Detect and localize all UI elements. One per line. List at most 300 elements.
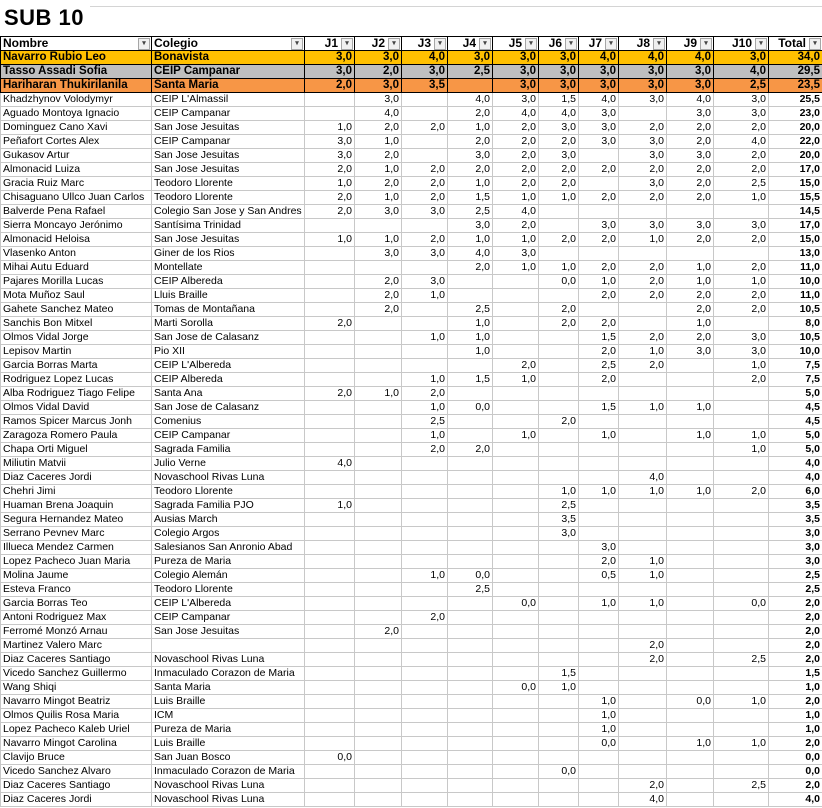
score-cell[interactable] <box>667 569 714 583</box>
score-cell[interactable] <box>667 471 714 485</box>
score-cell[interactable] <box>714 415 769 429</box>
score-cell[interactable] <box>667 793 714 807</box>
school-cell[interactable]: CEIP Albereda <box>152 275 305 289</box>
score-cell[interactable] <box>619 387 667 401</box>
score-cell[interactable]: 3,0 <box>667 149 714 163</box>
score-cell[interactable]: 4,0 <box>448 93 493 107</box>
score-cell[interactable] <box>579 765 619 779</box>
score-cell[interactable]: 2,0 <box>714 261 769 275</box>
score-cell[interactable] <box>402 625 448 639</box>
score-cell[interactable]: 3,0 <box>539 527 579 541</box>
score-cell[interactable]: 2,0 <box>402 163 448 177</box>
score-cell[interactable]: 2,0 <box>402 611 448 625</box>
score-cell[interactable] <box>539 723 579 737</box>
score-cell[interactable]: 2,0 <box>714 303 769 317</box>
player-name-cell[interactable]: Rodriguez Lopez Lucas <box>1 373 152 387</box>
score-cell[interactable]: 1,0 <box>355 135 402 149</box>
score-cell[interactable]: 2,5 <box>714 79 769 93</box>
total-cell[interactable]: 2,5 <box>769 569 822 583</box>
score-cell[interactable]: 3,0 <box>402 205 448 219</box>
score-cell[interactable] <box>448 639 493 653</box>
score-cell[interactable] <box>714 205 769 219</box>
score-cell[interactable]: 2,0 <box>619 261 667 275</box>
score-cell[interactable]: 1,5 <box>448 191 493 205</box>
score-cell[interactable]: 0,0 <box>667 695 714 709</box>
score-cell[interactable] <box>448 625 493 639</box>
score-cell[interactable] <box>305 527 355 541</box>
score-cell[interactable] <box>305 695 355 709</box>
score-cell[interactable] <box>619 527 667 541</box>
school-cell[interactable]: San Jose de Calasanz <box>152 401 305 415</box>
score-cell[interactable] <box>448 471 493 485</box>
score-cell[interactable]: 3,0 <box>667 219 714 233</box>
player-name-cell[interactable]: Gracia Ruiz Marc <box>1 177 152 191</box>
player-name-cell[interactable]: Almonacid Heloisa <box>1 233 152 247</box>
score-cell[interactable] <box>539 779 579 793</box>
score-cell[interactable] <box>539 625 579 639</box>
score-cell[interactable]: 4,0 <box>714 65 769 79</box>
score-cell[interactable] <box>402 317 448 331</box>
score-cell[interactable] <box>579 303 619 317</box>
score-cell[interactable] <box>579 513 619 527</box>
score-cell[interactable] <box>539 289 579 303</box>
score-cell[interactable] <box>448 499 493 513</box>
score-cell[interactable]: 3,0 <box>619 79 667 93</box>
score-cell[interactable]: 1,0 <box>579 275 619 289</box>
total-cell[interactable]: 14,5 <box>769 205 822 219</box>
score-cell[interactable]: 3,0 <box>355 247 402 261</box>
player-name-cell[interactable]: Vicedo Sanchez Guillermo <box>1 667 152 681</box>
score-cell[interactable] <box>667 625 714 639</box>
score-cell[interactable] <box>493 457 539 471</box>
school-cell[interactable]: Salesianos San Anronio Abad <box>152 541 305 555</box>
score-cell[interactable] <box>355 611 402 625</box>
player-name-cell[interactable]: Gahete Sanchez Mateo <box>1 303 152 317</box>
score-cell[interactable]: 3,0 <box>355 93 402 107</box>
score-cell[interactable] <box>667 723 714 737</box>
score-cell[interactable] <box>714 723 769 737</box>
score-cell[interactable]: 2,5 <box>448 65 493 79</box>
score-cell[interactable] <box>355 709 402 723</box>
score-cell[interactable] <box>667 541 714 555</box>
score-cell[interactable] <box>305 345 355 359</box>
score-cell[interactable]: 3,0 <box>355 51 402 65</box>
school-cell[interactable]: Pureza de Maria <box>152 723 305 737</box>
player-name-cell[interactable]: Olmos Vidal David <box>1 401 152 415</box>
score-cell[interactable] <box>493 415 539 429</box>
score-cell[interactable]: 2,0 <box>539 415 579 429</box>
score-cell[interactable] <box>355 457 402 471</box>
score-cell[interactable] <box>619 611 667 625</box>
score-cell[interactable] <box>493 471 539 485</box>
score-cell[interactable] <box>448 485 493 499</box>
score-cell[interactable]: 3,0 <box>355 79 402 93</box>
total-cell[interactable]: 2,0 <box>769 653 822 667</box>
score-cell[interactable]: 3,0 <box>619 135 667 149</box>
total-cell[interactable]: 10,5 <box>769 331 822 345</box>
score-cell[interactable]: 2,0 <box>355 275 402 289</box>
score-cell[interactable] <box>579 681 619 695</box>
score-cell[interactable]: 2,0 <box>579 289 619 303</box>
score-cell[interactable]: 3,0 <box>667 79 714 93</box>
school-cell[interactable]: Luis Braille <box>152 695 305 709</box>
score-cell[interactable] <box>579 779 619 793</box>
score-cell[interactable]: 3,0 <box>579 135 619 149</box>
score-cell[interactable]: 2,0 <box>448 135 493 149</box>
score-cell[interactable]: 0,0 <box>579 737 619 751</box>
score-cell[interactable] <box>305 471 355 485</box>
score-cell[interactable] <box>667 499 714 513</box>
score-cell[interactable]: 4,0 <box>619 793 667 807</box>
score-cell[interactable] <box>539 401 579 415</box>
score-cell[interactable] <box>619 625 667 639</box>
score-cell[interactable]: 1,0 <box>619 485 667 499</box>
score-cell[interactable] <box>448 723 493 737</box>
score-cell[interactable] <box>619 107 667 121</box>
score-cell[interactable]: 1,0 <box>667 261 714 275</box>
school-cell[interactable]: Teodoro Llorente <box>152 177 305 191</box>
score-cell[interactable]: 1,0 <box>305 177 355 191</box>
school-cell[interactable]: Giner de los Rios <box>152 247 305 261</box>
filter-dropdown-icon[interactable]: ▾ <box>434 38 446 50</box>
score-cell[interactable] <box>305 597 355 611</box>
score-cell[interactable] <box>539 471 579 485</box>
score-cell[interactable]: 2,0 <box>539 317 579 331</box>
player-name-cell[interactable]: Olmos Quilis Rosa Maria <box>1 709 152 723</box>
score-cell[interactable] <box>539 695 579 709</box>
score-cell[interactable]: 2,0 <box>667 163 714 177</box>
score-cell[interactable] <box>402 709 448 723</box>
score-cell[interactable] <box>619 583 667 597</box>
total-cell[interactable]: 29,5 <box>769 65 822 79</box>
score-cell[interactable] <box>305 443 355 457</box>
score-cell[interactable] <box>667 681 714 695</box>
school-cell[interactable]: ICM <box>152 709 305 723</box>
score-cell[interactable] <box>714 471 769 485</box>
total-cell[interactable]: 11,0 <box>769 261 822 275</box>
score-cell[interactable] <box>355 345 402 359</box>
score-cell[interactable]: 1,0 <box>714 737 769 751</box>
score-cell[interactable]: 2,0 <box>619 275 667 289</box>
score-cell[interactable]: 4,0 <box>448 247 493 261</box>
score-cell[interactable] <box>493 709 539 723</box>
score-cell[interactable] <box>579 177 619 191</box>
score-cell[interactable]: 1,0 <box>305 121 355 135</box>
score-cell[interactable]: 1,0 <box>402 429 448 443</box>
score-cell[interactable]: 2,0 <box>667 303 714 317</box>
total-cell[interactable]: 10,0 <box>769 345 822 359</box>
score-cell[interactable] <box>493 639 539 653</box>
school-cell[interactable]: Lluis Braille <box>152 289 305 303</box>
score-cell[interactable] <box>667 415 714 429</box>
total-cell[interactable]: 0,0 <box>769 751 822 765</box>
filter-dropdown-icon[interactable]: ▾ <box>341 38 353 50</box>
score-cell[interactable]: 0,0 <box>539 765 579 779</box>
score-cell[interactable] <box>355 555 402 569</box>
score-cell[interactable]: 3,0 <box>305 51 355 65</box>
score-cell[interactable]: 2,5 <box>539 499 579 513</box>
score-cell[interactable] <box>448 555 493 569</box>
player-name-cell[interactable]: Martinez Valero Marc <box>1 639 152 653</box>
score-cell[interactable] <box>355 653 402 667</box>
score-cell[interactable] <box>448 667 493 681</box>
player-name-cell[interactable]: Diaz Caceres Santiago <box>1 653 152 667</box>
score-cell[interactable]: 1,0 <box>402 373 448 387</box>
score-cell[interactable] <box>579 639 619 653</box>
score-cell[interactable]: 1,0 <box>619 555 667 569</box>
total-cell[interactable]: 15,0 <box>769 233 822 247</box>
score-cell[interactable] <box>667 443 714 457</box>
score-cell[interactable] <box>539 387 579 401</box>
score-cell[interactable] <box>305 513 355 527</box>
score-cell[interactable]: 3,0 <box>714 93 769 107</box>
score-cell[interactable] <box>667 205 714 219</box>
score-cell[interactable]: 3,0 <box>579 65 619 79</box>
filter-dropdown-icon[interactable]: ▾ <box>605 38 617 50</box>
filter-dropdown-icon[interactable]: ▾ <box>700 38 712 50</box>
score-cell[interactable] <box>355 639 402 653</box>
score-cell[interactable]: 2,0 <box>619 163 667 177</box>
player-name-cell[interactable]: Wang Shiqi <box>1 681 152 695</box>
score-cell[interactable] <box>493 275 539 289</box>
score-cell[interactable] <box>667 597 714 611</box>
school-cell[interactable]: Novaschool Rivas Luna <box>152 653 305 667</box>
score-cell[interactable]: 3,0 <box>579 121 619 135</box>
score-cell[interactable]: 3,0 <box>714 107 769 121</box>
score-cell[interactable] <box>402 513 448 527</box>
score-cell[interactable] <box>714 499 769 513</box>
score-cell[interactable] <box>667 359 714 373</box>
total-cell[interactable]: 4,0 <box>769 457 822 471</box>
score-cell[interactable] <box>619 317 667 331</box>
score-cell[interactable] <box>493 611 539 625</box>
score-cell[interactable]: 1,0 <box>305 233 355 247</box>
school-cell[interactable]: Santa Ana <box>152 387 305 401</box>
score-cell[interactable] <box>355 513 402 527</box>
score-cell[interactable] <box>448 513 493 527</box>
filter-dropdown-icon[interactable]: ▾ <box>479 38 491 50</box>
score-cell[interactable] <box>493 625 539 639</box>
score-cell[interactable] <box>619 681 667 695</box>
total-cell[interactable]: 7,5 <box>769 359 822 373</box>
score-cell[interactable] <box>402 135 448 149</box>
player-name-cell[interactable]: Garcia Borras Marta <box>1 359 152 373</box>
score-cell[interactable]: 3,0 <box>714 331 769 345</box>
score-cell[interactable] <box>305 569 355 583</box>
score-cell[interactable] <box>667 765 714 779</box>
score-cell[interactable]: 2,0 <box>448 107 493 121</box>
score-cell[interactable] <box>539 345 579 359</box>
score-cell[interactable] <box>619 247 667 261</box>
score-cell[interactable] <box>493 765 539 779</box>
score-cell[interactable]: 1,0 <box>493 233 539 247</box>
total-cell[interactable]: 1,0 <box>769 709 822 723</box>
school-cell[interactable]: Comenius <box>152 415 305 429</box>
score-cell[interactable]: 1,0 <box>448 331 493 345</box>
score-cell[interactable]: 3,0 <box>714 345 769 359</box>
total-cell[interactable]: 11,0 <box>769 289 822 303</box>
school-cell[interactable]: Pureza de Maria <box>152 555 305 569</box>
score-cell[interactable] <box>579 625 619 639</box>
score-cell[interactable] <box>402 303 448 317</box>
player-name-cell[interactable]: Zaragoza Romero Paula <box>1 429 152 443</box>
player-name-cell[interactable]: Serrano Pevnev Marc <box>1 527 152 541</box>
score-cell[interactable]: 1,0 <box>667 485 714 499</box>
score-cell[interactable]: 2,0 <box>402 387 448 401</box>
score-cell[interactable] <box>714 527 769 541</box>
score-cell[interactable] <box>619 765 667 779</box>
score-cell[interactable] <box>539 709 579 723</box>
score-cell[interactable] <box>448 415 493 429</box>
score-cell[interactable] <box>402 779 448 793</box>
score-cell[interactable] <box>619 709 667 723</box>
score-cell[interactable] <box>619 457 667 471</box>
score-cell[interactable] <box>305 765 355 779</box>
column-header-j8[interactable] <box>619 37 667 51</box>
score-cell[interactable] <box>355 751 402 765</box>
score-cell[interactable]: 2,0 <box>619 191 667 205</box>
score-cell[interactable] <box>579 751 619 765</box>
score-cell[interactable] <box>493 317 539 331</box>
score-cell[interactable]: 2,0 <box>579 261 619 275</box>
score-cell[interactable]: 0,0 <box>714 597 769 611</box>
score-cell[interactable] <box>493 737 539 751</box>
score-cell[interactable]: 3,0 <box>493 247 539 261</box>
score-cell[interactable]: 2,0 <box>305 191 355 205</box>
school-cell[interactable]: Colegio San Jose y San Andres <box>152 205 305 219</box>
score-cell[interactable] <box>402 93 448 107</box>
score-cell[interactable] <box>305 709 355 723</box>
score-cell[interactable] <box>448 541 493 555</box>
total-cell[interactable]: 23,5 <box>769 79 822 93</box>
score-cell[interactable] <box>539 597 579 611</box>
score-cell[interactable] <box>714 681 769 695</box>
score-cell[interactable]: 1,0 <box>579 695 619 709</box>
score-cell[interactable] <box>493 289 539 303</box>
score-cell[interactable] <box>402 667 448 681</box>
score-cell[interactable]: 2,0 <box>493 163 539 177</box>
school-cell[interactable]: CEIP Campanar <box>152 429 305 443</box>
score-cell[interactable] <box>402 695 448 709</box>
player-name-cell[interactable]: Diaz Caceres Jordi <box>1 471 152 485</box>
score-cell[interactable]: 2,0 <box>402 233 448 247</box>
total-cell[interactable]: 15,5 <box>769 191 822 205</box>
score-cell[interactable] <box>402 583 448 597</box>
score-cell[interactable] <box>402 527 448 541</box>
score-cell[interactable]: 2,0 <box>355 289 402 303</box>
score-cell[interactable]: 1,0 <box>579 485 619 499</box>
score-cell[interactable] <box>714 387 769 401</box>
total-cell[interactable]: 4,0 <box>769 793 822 807</box>
player-name-cell[interactable]: Lopez Pacheco Juan Maria <box>1 555 152 569</box>
score-cell[interactable]: 1,0 <box>448 317 493 331</box>
school-cell[interactable]: CEIP Albereda <box>152 373 305 387</box>
score-cell[interactable]: 1,0 <box>619 401 667 415</box>
score-cell[interactable] <box>579 611 619 625</box>
score-cell[interactable] <box>539 751 579 765</box>
score-cell[interactable] <box>619 541 667 555</box>
score-cell[interactable]: 3,0 <box>402 65 448 79</box>
score-cell[interactable]: 3,0 <box>619 65 667 79</box>
school-cell[interactable]: Tomas de Montañana <box>152 303 305 317</box>
total-cell[interactable]: 4,5 <box>769 415 822 429</box>
score-cell[interactable] <box>714 569 769 583</box>
score-cell[interactable] <box>305 93 355 107</box>
score-cell[interactable]: 2,0 <box>619 639 667 653</box>
score-cell[interactable] <box>539 583 579 597</box>
score-cell[interactable] <box>355 765 402 779</box>
score-cell[interactable] <box>355 569 402 583</box>
score-cell[interactable]: 2,0 <box>619 331 667 345</box>
total-cell[interactable]: 2,0 <box>769 611 822 625</box>
score-cell[interactable]: 2,0 <box>493 121 539 135</box>
score-cell[interactable] <box>305 681 355 695</box>
total-cell[interactable]: 2,0 <box>769 597 822 611</box>
score-cell[interactable] <box>355 359 402 373</box>
score-cell[interactable] <box>579 471 619 485</box>
score-cell[interactable]: 1,0 <box>402 569 448 583</box>
score-cell[interactable] <box>579 457 619 471</box>
total-cell[interactable]: 4,0 <box>769 471 822 485</box>
total-cell[interactable]: 2,0 <box>769 639 822 653</box>
score-cell[interactable] <box>448 695 493 709</box>
column-header-total[interactable] <box>769 37 822 51</box>
score-cell[interactable] <box>493 527 539 541</box>
total-cell[interactable]: 1,0 <box>769 723 822 737</box>
school-cell[interactable]: Pio XII <box>152 345 305 359</box>
score-cell[interactable] <box>355 219 402 233</box>
score-cell[interactable] <box>493 751 539 765</box>
score-cell[interactable]: 4,0 <box>493 107 539 121</box>
school-cell[interactable]: Santísima Trinidad <box>152 219 305 233</box>
score-cell[interactable] <box>448 79 493 93</box>
score-cell[interactable]: 1,5 <box>448 373 493 387</box>
score-cell[interactable] <box>493 569 539 583</box>
score-cell[interactable] <box>619 667 667 681</box>
score-cell[interactable]: 2,0 <box>305 387 355 401</box>
score-cell[interactable] <box>355 317 402 331</box>
score-cell[interactable] <box>493 387 539 401</box>
score-cell[interactable]: 2,0 <box>579 373 619 387</box>
school-cell[interactable]: CEIP Campanar <box>152 65 305 79</box>
score-cell[interactable] <box>448 751 493 765</box>
score-cell[interactable] <box>493 443 539 457</box>
score-cell[interactable] <box>539 569 579 583</box>
score-cell[interactable] <box>402 261 448 275</box>
score-cell[interactable] <box>493 793 539 807</box>
school-cell[interactable]: Novaschool Rivas Luna <box>152 779 305 793</box>
column-header-j7[interactable] <box>579 37 619 51</box>
column-header-j10[interactable] <box>714 37 769 51</box>
score-cell[interactable] <box>493 541 539 555</box>
score-cell[interactable] <box>539 373 579 387</box>
column-header-j4[interactable] <box>448 37 493 51</box>
school-cell[interactable]: San Jose Jesuitas <box>152 149 305 163</box>
score-cell[interactable]: 1,5 <box>579 331 619 345</box>
score-cell[interactable] <box>493 331 539 345</box>
total-cell[interactable]: 1,5 <box>769 667 822 681</box>
score-cell[interactable]: 1,0 <box>402 401 448 415</box>
score-cell[interactable] <box>355 471 402 485</box>
score-cell[interactable] <box>714 667 769 681</box>
score-cell[interactable] <box>305 373 355 387</box>
score-cell[interactable]: 2,0 <box>305 163 355 177</box>
score-cell[interactable] <box>355 541 402 555</box>
score-cell[interactable]: 2,0 <box>539 303 579 317</box>
score-cell[interactable] <box>305 737 355 751</box>
score-cell[interactable] <box>402 541 448 555</box>
score-cell[interactable] <box>667 751 714 765</box>
